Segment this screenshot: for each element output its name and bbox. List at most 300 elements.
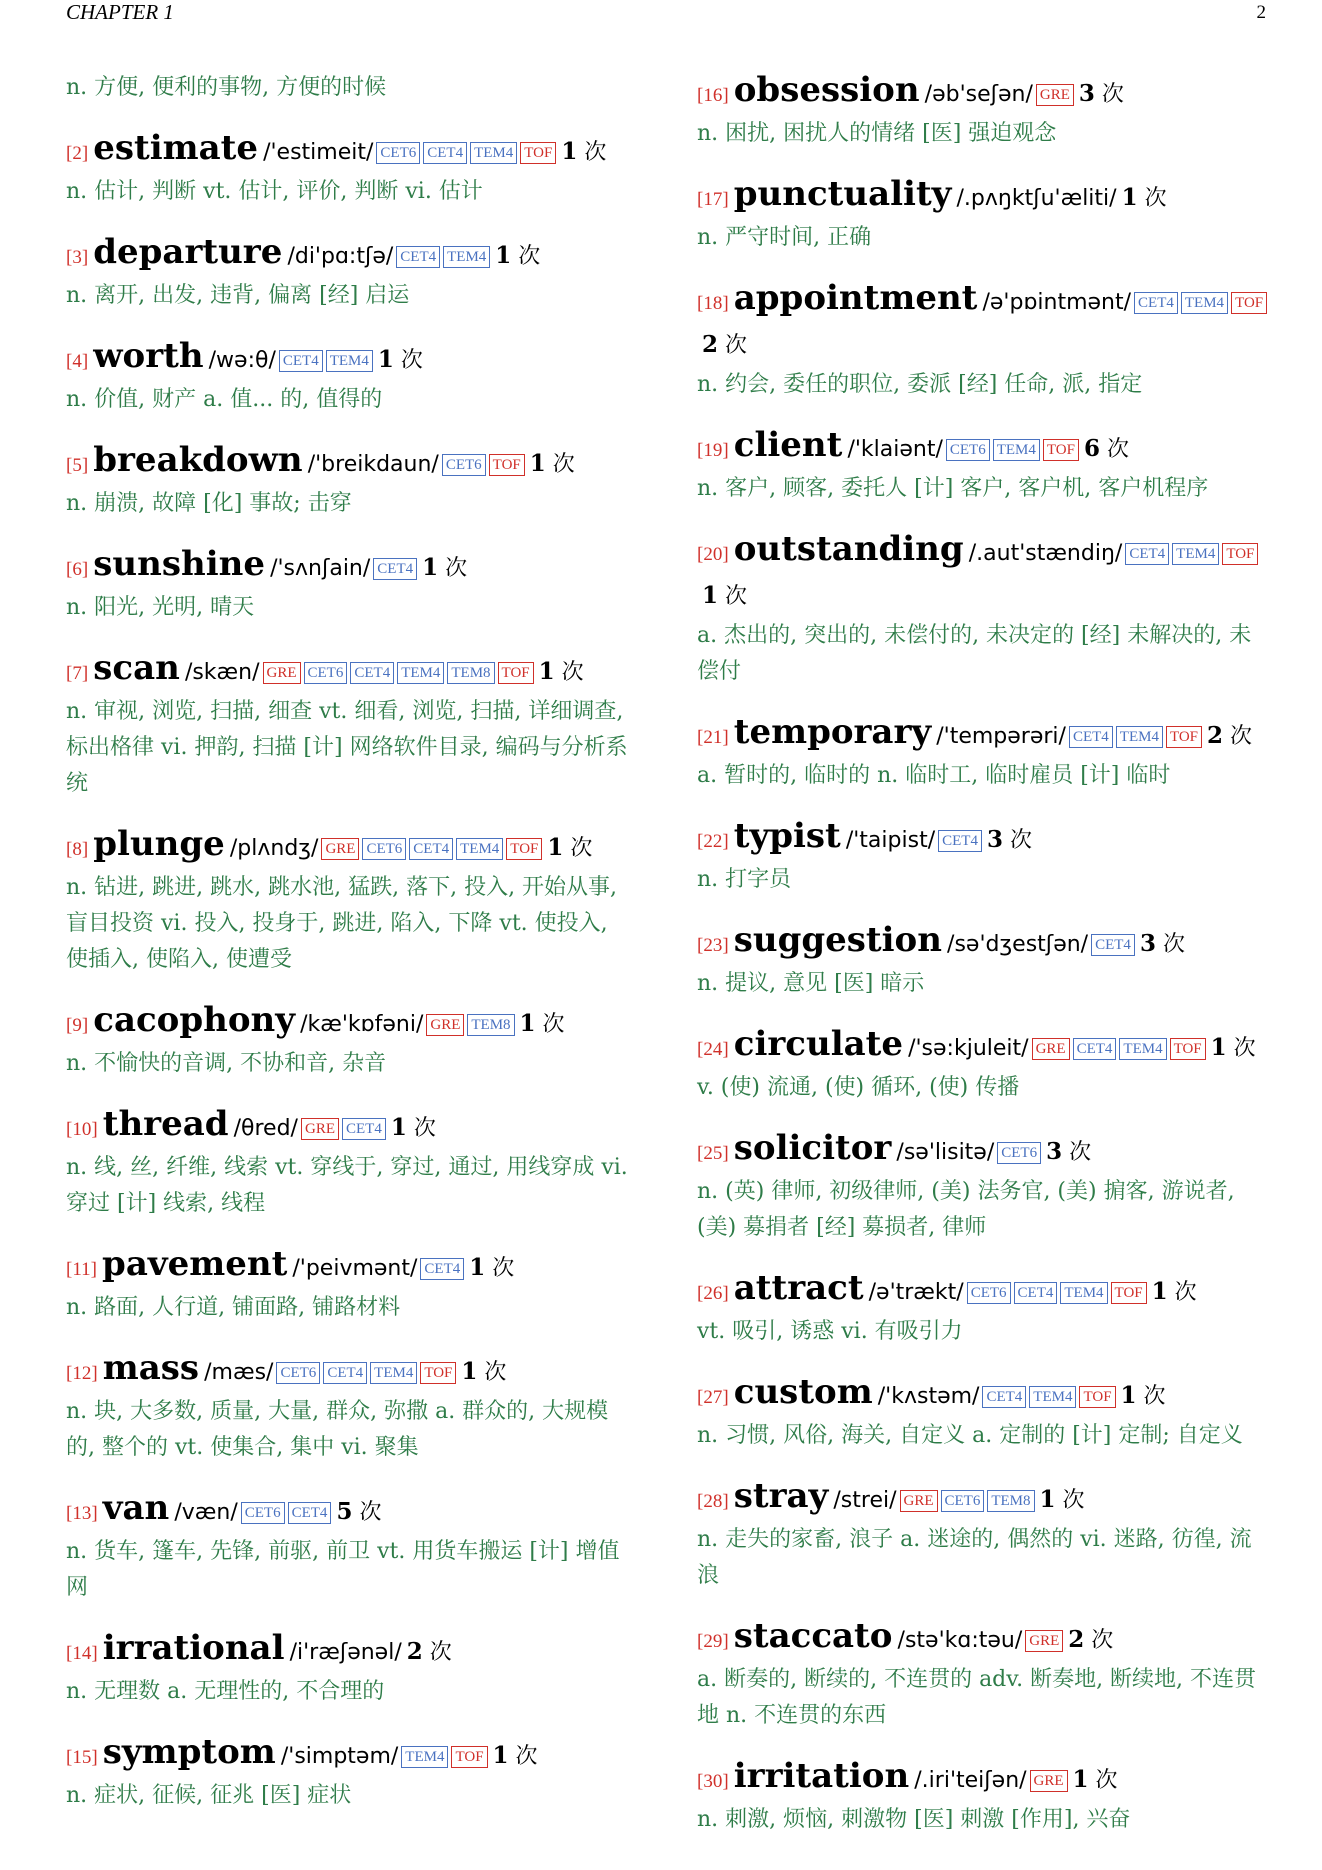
exam-tag-cet4: CET4 (1125, 543, 1169, 565)
pronunciation: /'kʌstəm/ (877, 1384, 980, 1409)
headword: irrational (102, 1628, 285, 1668)
entry-headline (697, 816, 1269, 862)
definition: n. 崩溃, 故障 [化] 事故; 击穿 (66, 491, 352, 516)
entry-headline (697, 712, 1269, 758)
pronunciation: /plʌndʒ/ (229, 836, 319, 861)
vocab-entry (66, 1000, 636, 1082)
count-number: 2 (1207, 722, 1224, 749)
entry-headline (697, 174, 1269, 220)
pronunciation: /i'ræʃənəl/ (289, 1640, 402, 1665)
exam-tag-cet6: CET6 (304, 662, 348, 684)
entry-number: [12] (66, 1363, 98, 1384)
frequency-count: 3 次 (986, 826, 1032, 853)
entry-number: [20] (697, 544, 729, 565)
entry-headline (697, 529, 1269, 618)
exam-tag-cet4: CET4 (342, 1118, 386, 1140)
pronunciation: /'sʌnʃain/ (270, 556, 371, 581)
exam-tag-cet4: CET4 (420, 1258, 464, 1280)
frequency-count: 1 次 (529, 450, 575, 477)
count-number: 2 (1068, 1626, 1085, 1653)
definition: n. 阳光, 光明, 晴天 (66, 595, 255, 620)
entry-number: [17] (697, 189, 729, 210)
exam-tag-gre: GRE (1036, 84, 1074, 106)
exam-tag-tem4: TEM4 (993, 439, 1040, 461)
exam-tag-cet6: CET6 (362, 838, 406, 860)
headword: appointment (733, 278, 978, 318)
headword: circulate (733, 1024, 903, 1064)
exam-tag-tof: TOF (451, 1746, 487, 1768)
exam-tag-tem8: TEM8 (467, 1014, 514, 1036)
headword: thread (102, 1104, 229, 1144)
definition: n. 钻进, 跳进, 跳水, 跳水池, 猛跌, 落下, 投入, 开始从事, 盲目投资 vi. 投入, 投身于, 跳进, 陷入, 下降 vt. 使投入, 使插入, 使陷入, 使遭受 (66, 875, 618, 972)
entry-headline (66, 1000, 636, 1046)
count-number: 1 (561, 138, 578, 165)
pronunciation: /kæ'kɒfəni/ (300, 1012, 424, 1037)
pronunciation: /.aut'stændiŋ/ (968, 541, 1123, 566)
vocab-entry (66, 544, 636, 626)
definition: a. 断奏的, 断续的, 不连贯的 adv. 断奏地, 断续地, 不连贯地 n. 不连贯的东西 (697, 1667, 1257, 1728)
pronunciation: /di'pɑ:tʃə/ (287, 244, 394, 269)
exam-tag-tof: TOF (1231, 292, 1267, 314)
entry-number: [30] (697, 1771, 729, 1792)
headword: stray (733, 1476, 829, 1516)
entry-headline (66, 1732, 636, 1778)
headword: symptom (102, 1732, 276, 1772)
entry-headline (697, 920, 1269, 966)
exam-tag-gre: GRE (301, 1118, 339, 1140)
count-number: 1 (547, 834, 564, 861)
headword: solicitor (733, 1128, 892, 1168)
frequency-count: 1 次 (561, 138, 607, 165)
exam-tag-tof: TOF (1111, 1282, 1147, 1304)
exam-tag-tem4: TEM4 (326, 350, 373, 372)
vocab-entry (697, 1128, 1269, 1246)
pronunciation: /ə'trækt/ (868, 1280, 964, 1305)
pronunciation: /wə:θ/ (208, 348, 276, 373)
exam-tag-tof: TOF (1043, 439, 1079, 461)
pronunciation: /sə'lisitə/ (896, 1140, 995, 1165)
frequency-count: 1 次 (1121, 184, 1167, 211)
vocab-entry (697, 70, 1269, 152)
pronunciation: /θred/ (233, 1116, 298, 1141)
exam-tag-cet4: CET4 (938, 830, 982, 852)
entry-headline (66, 1104, 636, 1150)
entry-headline (66, 440, 636, 486)
count-number: 1 (1039, 1486, 1056, 1513)
count-number: 1 (1072, 1766, 1089, 1793)
vocab-entry (66, 1732, 636, 1814)
exam-tag-tem4: TEM4 (443, 246, 490, 268)
pronunciation: /'peivmənt/ (292, 1256, 418, 1281)
exam-tag-cet4: CET4 (1014, 1282, 1058, 1304)
count-number: 1 (1151, 1278, 1168, 1305)
definition: n. 块, 大多数, 质量, 大量, 群众, 弥撒 a. 群众的, 大规模的, 整个的 vt. 使集合, 集中 vi. 聚集 (66, 1399, 609, 1460)
exam-tag-tof: TOF (498, 662, 534, 684)
exam-tag-gre: GRE (263, 662, 301, 684)
vocab-entry (697, 712, 1269, 794)
headword: obsession (733, 70, 920, 110)
vocab-entry (697, 425, 1269, 507)
headword: scan (93, 648, 180, 688)
count-number: 1 (461, 1358, 478, 1385)
exam-tag-tof: TOF (1079, 1386, 1115, 1408)
exam-tag-tem4: TEM4 (1116, 726, 1163, 748)
frequency-count: 1 次 (1039, 1486, 1085, 1513)
exam-tag-tem4: TEM4 (397, 662, 444, 684)
exam-tag-tof: TOF (489, 454, 525, 476)
definition: n. 客户, 顾客, 委托人 [计] 客户, 客户机, 客户机程序 (697, 476, 1209, 501)
definition: v. (使) 流通, (使) 循环, (使) 传播 (697, 1075, 1020, 1100)
vocab-entry (66, 1348, 636, 1466)
definition: n. 货车, 篷车, 先锋, 前驱, 前卫 vt. 用货车搬运 [计] 增值网 (66, 1539, 620, 1600)
entry-headline (66, 1488, 636, 1534)
headword: mass (102, 1348, 200, 1388)
entry-number: [19] (697, 440, 729, 461)
pronunciation: /sə'dʒestʃən/ (947, 932, 1089, 957)
count-number: 2 (406, 1638, 423, 1665)
exam-tag-tem4: TEM4 (1060, 1282, 1107, 1304)
exam-tag-tof: TOF (1166, 726, 1202, 748)
definition: n. 刺激, 烦恼, 刺激物 [医] 刺激 [作用], 兴奋 (697, 1807, 1131, 1832)
exam-tag-tof: TOF (1170, 1038, 1206, 1060)
exam-tag-gre: GRE (1030, 1770, 1068, 1792)
vocab-entry (697, 174, 1269, 256)
frequency-count: 6 次 (1083, 435, 1129, 462)
entry-number: [28] (697, 1491, 729, 1512)
exam-tag-tem8: TEM8 (447, 662, 494, 684)
headword: punctuality (733, 174, 952, 214)
entry-number: [22] (697, 831, 729, 852)
count-number: 3 (986, 826, 1003, 853)
headword: outstanding (733, 529, 964, 569)
exam-tag-tem4: TEM4 (1181, 292, 1228, 314)
exam-tag-tem8: TEM8 (987, 1490, 1034, 1512)
frequency-count: 1 次 (547, 834, 593, 861)
exam-tag-cet4: CET4 (1069, 726, 1113, 748)
count-number: 1 (495, 242, 512, 269)
exam-tag-cet6: CET6 (941, 1490, 985, 1512)
exam-tag-gre: GRE (321, 838, 359, 860)
exam-tag-cet4: CET4 (1073, 1038, 1117, 1060)
frequency-count: 1 次 (1210, 1034, 1256, 1061)
definition: a. 杰出的, 突出的, 未偿付的, 未决定的 [经] 未解决的, 未偿付 (697, 623, 1252, 684)
frequency-count: 3 次 (1046, 1138, 1092, 1165)
headword: irritation (733, 1756, 910, 1796)
entry-number: [2] (66, 143, 89, 164)
frequency-count: 1 次 (1072, 1766, 1118, 1793)
entry-number: [23] (697, 935, 729, 956)
count-number: 1 (1121, 184, 1138, 211)
definition: n. 约会, 委任的职位, 委派 [经] 任命, 派, 指定 (697, 372, 1143, 397)
vocab-entry (66, 440, 636, 522)
headword: staccato (733, 1616, 893, 1656)
pronunciation: /skæn/ (184, 660, 260, 685)
exam-tag-tem4: TEM4 (456, 838, 503, 860)
headword: temporary (733, 712, 932, 752)
definition: n. 估计, 判断 vt. 估计, 评价, 判断 vi. 估计 (66, 179, 483, 204)
headword: departure (93, 232, 283, 272)
definition: n. 路面, 人行道, 铺面路, 铺路材料 (66, 1295, 401, 1320)
exam-tag-cet4: CET4 (423, 142, 467, 164)
pronunciation: /'sə:kjuleit/ (908, 1036, 1029, 1061)
exam-tag-gre: GRE (900, 1490, 938, 1512)
definition: vt. 吸引, 诱惑 vi. 有吸引力 (697, 1319, 963, 1344)
exam-tag-cet4: CET4 (323, 1362, 367, 1384)
count-number: 1 (529, 450, 546, 477)
pronunciation: /'taipist/ (845, 828, 936, 853)
headword: breakdown (93, 440, 303, 480)
frequency-count: 1 次 (377, 346, 423, 373)
headword: custom (733, 1372, 873, 1412)
vocab-entry (697, 1268, 1269, 1350)
exam-tag-cet6: CET6 (967, 1282, 1011, 1304)
definition: n. (英) 律师, 初级律师, (美) 法务官, (美) 掮客, 游说者, (美) 募捐者 [经] 募损者, 律师 (697, 1179, 1235, 1240)
exam-tag-gre: GRE (1032, 1038, 1070, 1060)
exam-tag-gre: GRE (426, 1014, 464, 1036)
vocab-entry (66, 232, 636, 314)
entry-number: [21] (697, 727, 729, 748)
entry-number: [27] (697, 1387, 729, 1408)
count-number: 1 (1210, 1034, 1227, 1061)
definition: n. 症状, 征候, 征兆 [医] 症状 (66, 1783, 352, 1808)
headword: cacophony (93, 1000, 296, 1040)
exam-tag-cet4: CET4 (1091, 934, 1135, 956)
entry-headline (697, 278, 1269, 367)
headword: typist (733, 816, 841, 856)
frequency-count: 3 次 (1139, 930, 1185, 957)
vocab-entry (697, 529, 1269, 690)
frequency-count: 2 次 (702, 331, 748, 358)
definition: n. 习惯, 风俗, 海关, 自定义 a. 定制的 [计] 定制; 自定义 (697, 1423, 1243, 1448)
entry-headline (697, 425, 1269, 471)
exam-tag-tem4: TEM4 (1172, 543, 1219, 565)
count-number: 3 (1139, 930, 1156, 957)
definition: n. 方便, 便利的事物, 方便的时候 (66, 75, 387, 100)
vocab-entry (66, 648, 636, 802)
vocab-entry (697, 816, 1269, 898)
vocab-entry (66, 1104, 636, 1222)
frequency-count: 3 次 (1078, 80, 1124, 107)
vocab-entry (66, 1628, 636, 1710)
entry-headline (66, 1348, 636, 1394)
frequency-count: 1 次 (1151, 1278, 1197, 1305)
headword: pavement (102, 1244, 288, 1284)
entry-number: [5] (66, 455, 89, 476)
entry-headline (697, 1024, 1269, 1070)
headword: attract (733, 1268, 864, 1308)
exam-tag-cet4: CET4 (982, 1386, 1026, 1408)
count-number: 6 (1083, 435, 1100, 462)
left-column (66, 70, 636, 1836)
pronunciation: /stə'kɑ:təu/ (897, 1628, 1023, 1653)
entry-number: [3] (66, 247, 89, 268)
vocab-entry (697, 1756, 1269, 1838)
entry-number: [9] (66, 1015, 89, 1036)
frequency-count: 1 次 (519, 1010, 565, 1037)
headword: suggestion (733, 920, 942, 960)
chapter-title: CHAPTER 1 (66, 0, 174, 24)
entry-headline (66, 336, 636, 382)
pronunciation: /'estimeit/ (263, 140, 374, 165)
exam-tag-cet6: CET6 (376, 142, 420, 164)
exam-tag-cet4: CET4 (1134, 292, 1178, 314)
count-number: 1 (492, 1742, 509, 1769)
pronunciation: /'breikdaun/ (307, 452, 439, 477)
exam-tag-cet4: CET4 (350, 662, 394, 684)
exam-tag-cet4: CET4 (279, 350, 323, 372)
definition: n. 走失的家畜, 浪子 a. 迷途的, 偶然的 vi. 迷路, 彷徨, 流浪 (697, 1527, 1252, 1588)
exam-tag-cet4: CET4 (288, 1502, 332, 1524)
entry-number: [10] (66, 1119, 98, 1140)
exam-tag-cet4: CET4 (409, 838, 453, 860)
frequency-count: 2 次 (1207, 722, 1253, 749)
entry-headline (66, 544, 636, 590)
entry-headline (697, 1372, 1269, 1418)
exam-tag-cet6: CET6 (997, 1142, 1041, 1164)
headword: van (102, 1488, 170, 1528)
count-number: 1 (702, 582, 719, 609)
frequency-count: 1 次 (492, 1742, 538, 1769)
headword: worth (93, 336, 204, 376)
entry-number: [26] (697, 1283, 729, 1304)
entry-headline (66, 232, 636, 278)
frequency-count: 1 次 (538, 658, 584, 685)
entry-headline (697, 1476, 1269, 1522)
entry-number: [13] (66, 1503, 98, 1524)
exam-tag-tem4: TEM4 (470, 142, 517, 164)
exam-tag-cet4: CET4 (396, 246, 440, 268)
frequency-count: 2 次 (1068, 1626, 1114, 1653)
frequency-count: 1 次 (469, 1254, 515, 1281)
definition: n. 提议, 意见 [医] 暗示 (697, 971, 925, 996)
entry-number: [8] (66, 839, 89, 860)
vocab-entry (66, 824, 636, 978)
pronunciation: /strei/ (833, 1488, 897, 1513)
entry-headline (697, 1756, 1269, 1802)
pronunciation: /.iri'teiʃən/ (914, 1768, 1027, 1793)
frequency-count: 2 次 (406, 1638, 452, 1665)
vocab-entry (697, 1616, 1269, 1734)
entry-headline (697, 1128, 1269, 1174)
entry-headline (697, 1616, 1269, 1662)
entry-number: [29] (697, 1631, 729, 1652)
pronunciation: /ə'pɒintmənt/ (982, 290, 1132, 315)
vocab-entry (66, 1488, 636, 1606)
exam-tag-tof: TOF (506, 838, 542, 860)
entry-number: [25] (697, 1143, 729, 1164)
definition: n. 打字员 (697, 867, 792, 892)
definition: n. 困扰, 困扰人的情绪 [医] 强迫观念 (697, 121, 1057, 146)
frequency-count: 1 次 (1120, 1382, 1166, 1409)
definition: n. 离开, 出发, 违背, 偏离 [经] 启运 (66, 283, 410, 308)
entry-headline (66, 648, 636, 694)
count-number: 1 (469, 1254, 486, 1281)
exam-tag-tem4: TEM4 (401, 1746, 448, 1768)
headword: plunge (93, 824, 225, 864)
vocab-entry (66, 70, 636, 106)
entry-number: [15] (66, 1747, 98, 1768)
vocab-entry (697, 1476, 1269, 1594)
definition: a. 暂时的, 临时的 n. 临时工, 临时雇员 [计] 临时 (697, 763, 1171, 788)
entry-number: [16] (697, 85, 729, 106)
exam-tag-tof: TOF (1222, 543, 1258, 565)
definition: n. 不愉快的音调, 不协和音, 杂音 (66, 1051, 387, 1076)
exam-tag-tof: TOF (520, 142, 556, 164)
vocab-entry (697, 1372, 1269, 1454)
entry-headline (66, 1244, 636, 1290)
count-number: 1 (390, 1114, 407, 1141)
pronunciation: /.pʌŋktʃu'æliti/ (956, 186, 1117, 211)
frequency-count: 1 次 (422, 554, 468, 581)
entry-number: [4] (66, 351, 89, 372)
entry-headline (66, 824, 636, 870)
frequency-count: 1 次 (495, 242, 541, 269)
entry-number: [6] (66, 559, 89, 580)
vocab-entry (697, 278, 1269, 403)
entry-number: [18] (697, 293, 729, 314)
definition: n. 审视, 浏览, 扫描, 细查 vt. 细看, 浏览, 扫描, 详细调查, 标出格律 vi. 押韵, 扫描 [计] 网络软件目录, 编码与分析系统 (66, 699, 628, 796)
exam-tag-cet6: CET6 (241, 1502, 285, 1524)
definition: n. 无理数 a. 无理性的, 不合理的 (66, 1679, 385, 1704)
count-number: 1 (377, 346, 394, 373)
exam-tag-tof: TOF (420, 1362, 456, 1384)
count-number: 1 (1120, 1382, 1137, 1409)
count-number: 1 (422, 554, 439, 581)
count-number: 2 (702, 331, 719, 358)
count-number: 5 (336, 1498, 353, 1525)
pronunciation: /mæs/ (204, 1360, 274, 1385)
headword: client (733, 425, 843, 465)
entry-headline (697, 1268, 1269, 1314)
pronunciation: /'klaiənt/ (847, 437, 943, 462)
definition: n. 价值, 财产 a. 值... 的, 值得的 (66, 387, 383, 412)
exam-tag-cet4: CET4 (373, 558, 417, 580)
page-number: 2 (1256, 2, 1266, 23)
vocab-entry (697, 1024, 1269, 1106)
entry-number: [14] (66, 1643, 98, 1664)
entry-headline (66, 128, 636, 174)
entry-number: [24] (697, 1039, 729, 1060)
definition: n. 线, 丝, 纤维, 线索 vt. 穿线于, 穿过, 通过, 用线穿成 vi. 穿过 [计] 线索, 线程 (66, 1155, 628, 1216)
count-number: 3 (1046, 1138, 1063, 1165)
entry-headline (66, 1628, 636, 1674)
entry-number: [7] (66, 663, 89, 684)
right-column (697, 70, 1269, 1860)
exam-tag-gre: GRE (1025, 1630, 1063, 1652)
frequency-count: 5 次 (336, 1498, 382, 1525)
pronunciation: /'simptəm/ (280, 1744, 399, 1769)
entry-headline (697, 70, 1269, 116)
exam-tag-tem4: TEM4 (1029, 1386, 1076, 1408)
frequency-count: 1 次 (702, 582, 748, 609)
pronunciation: /'tempərəri/ (936, 724, 1066, 749)
pronunciation: /əb'seʃən/ (924, 82, 1033, 107)
vocab-entry (66, 128, 636, 210)
exam-tag-tem4: TEM4 (370, 1362, 417, 1384)
count-number: 1 (519, 1010, 536, 1037)
frequency-count: 1 次 (390, 1114, 436, 1141)
frequency-count: 1 次 (461, 1358, 507, 1385)
vocab-entry (697, 920, 1269, 1002)
vocab-entry (66, 1244, 636, 1326)
headword: estimate (93, 128, 258, 168)
exam-tag-cet6: CET6 (276, 1362, 320, 1384)
entry-number: [11] (66, 1259, 97, 1280)
exam-tag-tem4: TEM4 (1119, 1038, 1166, 1060)
definition: n. 严守时间, 正确 (697, 225, 872, 250)
vocab-entry (66, 336, 636, 418)
count-number: 3 (1078, 80, 1095, 107)
